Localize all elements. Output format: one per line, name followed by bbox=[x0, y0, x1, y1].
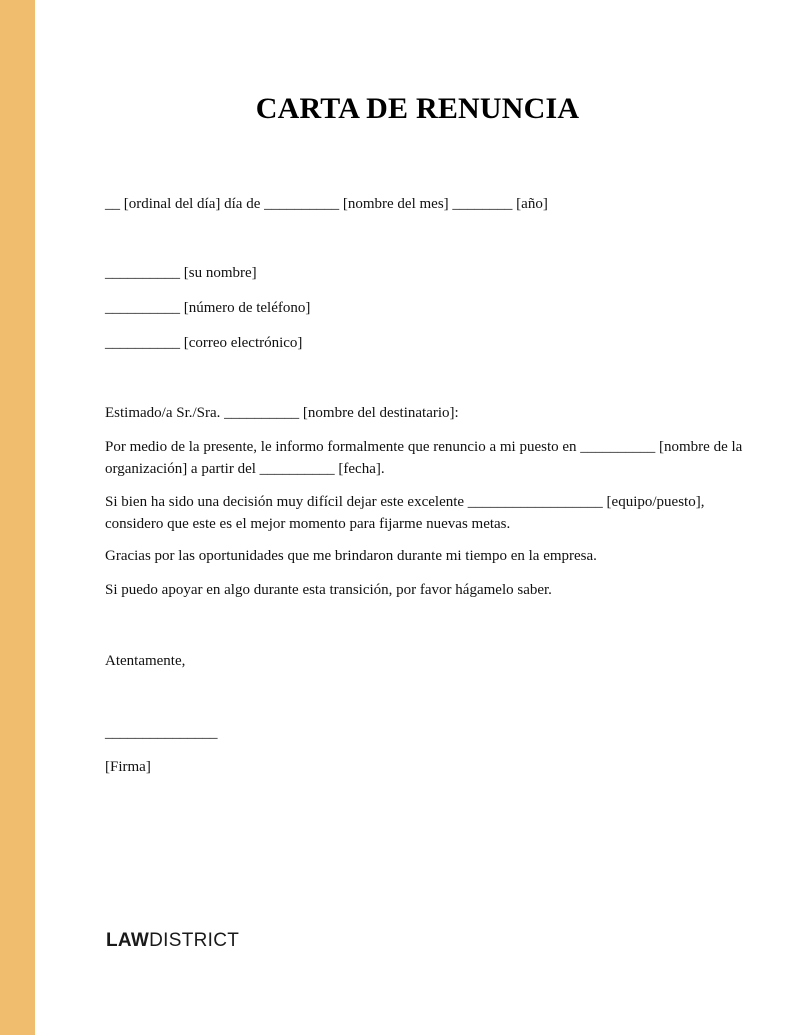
sender-name: __________ [su nombre] bbox=[105, 265, 257, 281]
closing: Atentamente, bbox=[105, 653, 186, 669]
sender-email: __________ [correo electrónico] bbox=[105, 335, 303, 351]
side-accent-stripe bbox=[0, 0, 35, 1035]
document-title: CARTA DE RENUNCIA bbox=[255, 92, 580, 125]
paragraph-support: Si puedo apoyar en algo durante esta transición, por favor hágamelo saber. bbox=[105, 582, 552, 598]
logo-regular-part: DISTRICT bbox=[149, 930, 240, 951]
paragraph-thanks: Gracias por las oportunidades que me brindaron durante mi tiempo en la empresa. bbox=[105, 548, 597, 564]
sender-phone: __________ [número de teléfono] bbox=[105, 300, 311, 316]
signature-line: _______________ bbox=[105, 725, 218, 741]
lawdistrict-logo bbox=[106, 930, 239, 952]
signature-label: [Firma] bbox=[105, 759, 151, 775]
salutation: Estimado/a Sr./Sra. __________ [nombre del destinatario]: bbox=[105, 405, 459, 421]
paragraph-decision: Si bien ha sido una decisión muy difícil dejar este excelente __________________ [equipo/puesto], considero que este es el mejor momento para fijarme nuevas metas. bbox=[105, 494, 705, 532]
date-line: __ [ordinal del día] día de __________ [nombre del mes] ________ [año] bbox=[105, 196, 548, 212]
paragraph-resignation: Por medio de la presente, le informo formalmente que renuncio a mi puesto en __________ [nombre de la organización] a partir del __________ [fecha]. bbox=[105, 439, 743, 477]
logo-bold-part: LAW bbox=[106, 930, 150, 951]
